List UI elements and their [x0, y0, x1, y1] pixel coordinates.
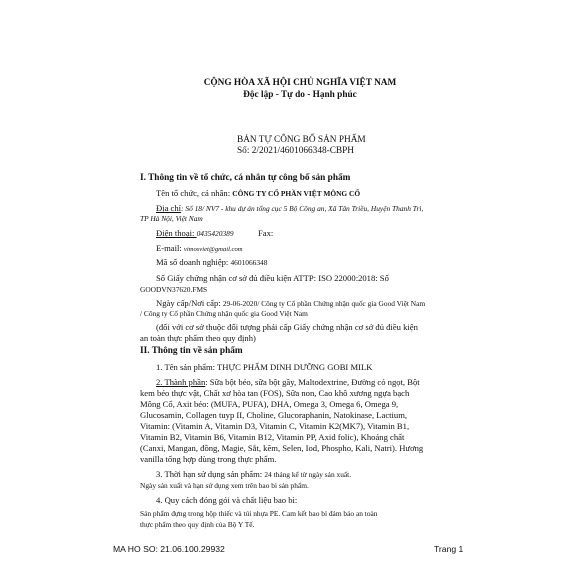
shelf-life-row — [156, 469, 351, 479]
org-row — [156, 188, 360, 198]
ingredients-text-1: : Sữa bột béo, sữa bột gầy, Maltodextrine, Đường cỏ ngọt, Bột — [205, 377, 420, 387]
address-label: Địa chỉ — [156, 203, 182, 213]
ingredients-label: 2. Thành phần — [156, 377, 206, 387]
product-name-value: THỰC PHẨM DINH DƯỠNG GOBI MILK — [217, 362, 373, 372]
product-name-label: 1. Tên sản phẩm: — [156, 362, 218, 372]
packaging-label: 4. Quy cách đóng gói và chất liệu bao bì: — [156, 495, 298, 505]
issue-row — [156, 298, 425, 308]
tax-value: 4601066348 — [230, 258, 268, 267]
shelf-life-value-2: Ngày sản xuất và hạn sử dụng xem trên bao bì sản phẩm. — [140, 481, 309, 490]
email-value: vimosviet@gmail.com — [183, 246, 243, 253]
org-value: CÔNG TY CỔ PHẦN VIỆT MÔNG CỔ — [232, 189, 361, 198]
motto-row — [0, 90, 578, 100]
ingredients-line-8: vanilla tổng hợp dùng trong thực phẩm. — [140, 454, 277, 464]
ingredients-line-1 — [156, 377, 420, 387]
email-row — [156, 243, 243, 253]
ingredients-line-2: kem béo thực vật, Chất xơ hòa tan (FOS), Sữa non, Cao khô xương ngựa bạch — [140, 388, 410, 398]
ingredients-line-4: Glucosamin, Collagen tuyp II, Choline, Glucoraphanin, Natokinase, Lactium, — [140, 410, 408, 420]
address-row — [156, 203, 423, 213]
page-number: Trang 1 — [434, 544, 464, 554]
ingredients-line-5: Vitamin: (Vitamin A, Vitamin D3, Vitamin C, Vitamin K2(MK7), Vitamin B1, — [140, 421, 410, 431]
phone-value: 0435420389 — [196, 229, 234, 238]
cert-line-1-text: Số Giấy chứng nhận cơ sở đủ điều kiện ATTP: ISO 22000:2018: Số — [156, 273, 389, 283]
doc-number: Số: 2/2021/4601066348-CBPH — [237, 146, 355, 156]
motto: Độc lập - Tự do - Hạnh phúc — [243, 90, 357, 100]
shelf-life-value-1: 24 tháng kể từ ngày sản xuất. — [264, 470, 352, 479]
packaging-value-1: Sản phẩm đựng trong hộp thiếc và túi nhựa PE. Cam kết bao bì đảm bảo an toàn — [140, 509, 378, 518]
national-title: CỘNG HÒA XÃ HỘI CHỦ NGHĨA VIỆT NAM — [203, 78, 397, 88]
product-name-row — [156, 362, 372, 372]
ingredients-line-7: (Canxi, Mangan, đồng, Magie, Sắt, kẽm, Selen, Iod, Phospho, Kali, Natri). Hương — [140, 443, 424, 453]
phone-row — [156, 228, 234, 238]
national-title-row — [0, 78, 578, 88]
cert-line-1 — [156, 273, 389, 283]
org-label: Tên tổ chức, cá nhân: — [156, 188, 233, 198]
tax-label: Mã số doanh nghiệp: — [156, 257, 231, 267]
tax-row — [156, 257, 267, 267]
packaging-value-2: thực phẩm theo quy định của Bộ Y Tế. — [140, 520, 255, 529]
fax-label: Fax: — [258, 228, 274, 238]
cert-line-2: GOODVN37620.FMS — [140, 285, 208, 294]
email-label: E-mail: — [156, 243, 184, 253]
section1-heading: I. Thông tin về tổ chức, cá nhân tự công bố sản phẩm — [140, 173, 351, 183]
address-value-2: TP Hà Nội, Việt Nam — [140, 214, 203, 223]
note-line-1: (đối với cơ sở thuộc đối tượng phải cấp Giấy chứng nhận cơ sở đủ điều kiện — [156, 322, 418, 332]
issue-label: Ngày cấp/Nơi cấp: — [156, 298, 223, 308]
ingredients-line-3: Mông Cổ, Axit béo: (MUFA, PUFA), DHA, Omega 3, Omega 6, Omega 9, — [140, 399, 399, 409]
note-line-2: an toàn thực phẩm theo quy định) — [140, 333, 256, 343]
phone-label: Điện thoại: — [156, 228, 197, 238]
address-value-1: : Số 18/ NV7 - khu dự án tổng cục 5 Bộ Công an, Xã Tân Triều, Huyện Thanh Trì, — [181, 204, 424, 213]
doc-title: BẢN TỰ CÔNG BỐ SẢN PHẨM — [237, 135, 366, 145]
issue-value-1: 29-06-2020/ Công ty Cổ phần Chứng nhận quốc gia Good Việt Nam — [222, 299, 426, 308]
ingredients-line-6: Vitamin B2, Vitamin B6, Vitamin B12, Vitamin PP, Axid folic), Khoáng chất — [140, 432, 405, 442]
record-number: MA HO SO: 21.06.100.29932 — [113, 544, 225, 554]
issue-value-2: / Công ty Cổ phần Chứng nhận quốc gia Good Việt Nam — [140, 309, 308, 318]
shelf-life-label: 3. Thời hạn sử dụng sản phẩm: — [156, 469, 265, 479]
section2-heading: II. Thông tin về sản phẩm — [140, 346, 243, 356]
